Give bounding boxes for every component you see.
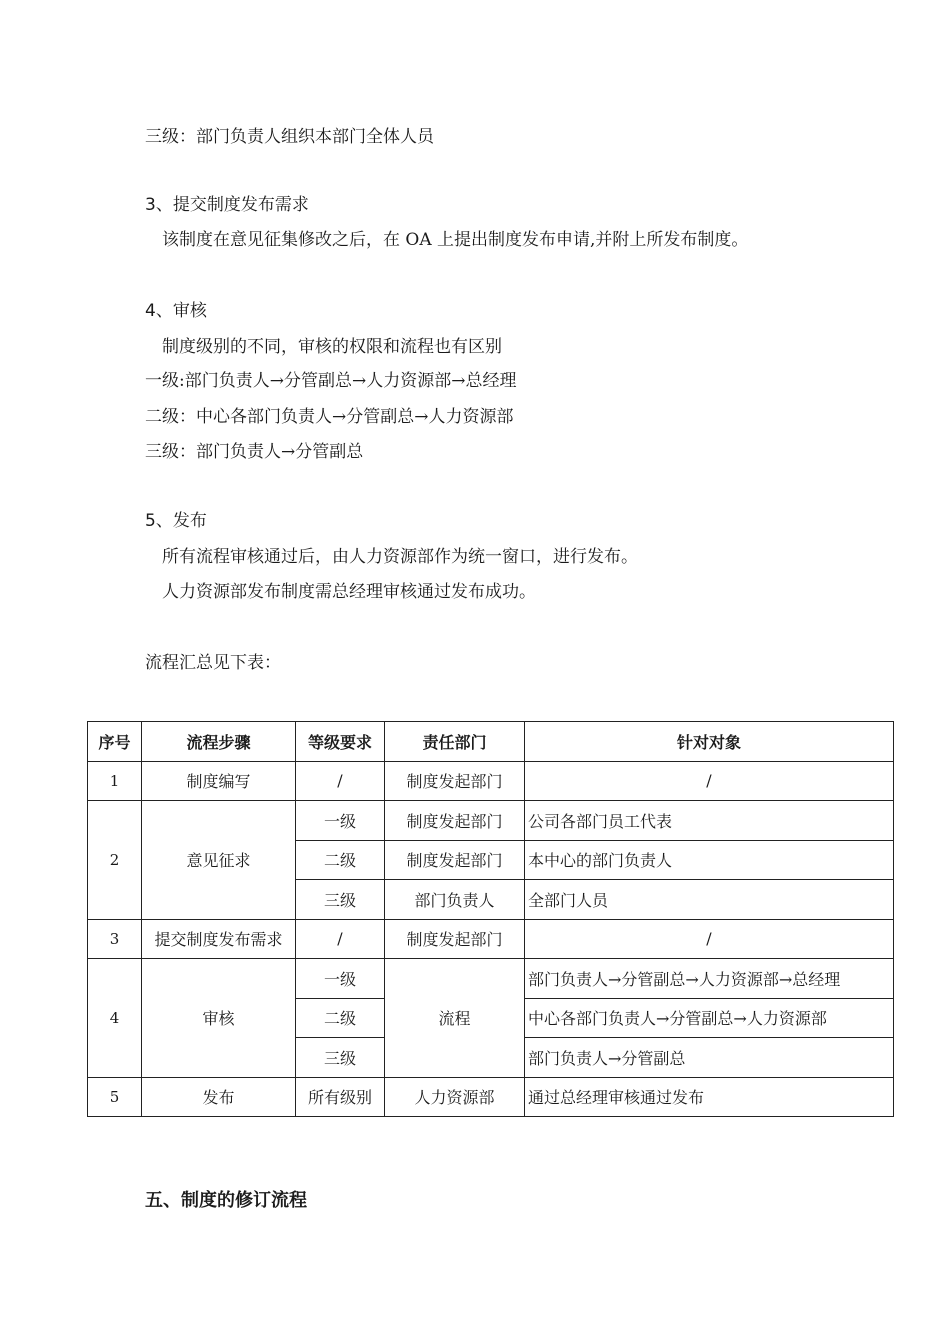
table-header-row	[88, 722, 894, 762]
cell-target: 通过总经理审核通过发布	[525, 1077, 894, 1117]
table-row	[88, 801, 894, 841]
cell-dept: 制度发起部门	[385, 919, 525, 959]
cell-no: 2	[88, 801, 142, 920]
cell-target: 部门负责人→分管副总	[525, 1038, 894, 1078]
table-intro: 流程汇总见下表：	[145, 653, 281, 673]
step4-level1: 一级:部门负责人→分管副总→人力资源部→总经理	[145, 371, 517, 391]
table-row	[88, 919, 894, 959]
cell-dept: 部门负责人	[385, 880, 525, 920]
table-row	[88, 761, 894, 801]
section5-heading: 五、制度的修订流程	[145, 1190, 307, 1211]
step4-body: 制度级别的不同，审核的权限和流程也有区别	[162, 337, 502, 357]
step4-heading: 4、审核	[145, 301, 207, 321]
cell-target: 公司各部门员工代表	[525, 801, 894, 841]
cell-no: 4	[88, 959, 142, 1078]
cell-dept: 制度发起部门	[385, 840, 525, 880]
table-row	[88, 959, 894, 999]
header-target: 针对对象	[525, 722, 894, 762]
cell-dept: 制度发起部门	[385, 761, 525, 801]
cell-level: 二级	[296, 998, 385, 1038]
cell-level: 二级	[296, 840, 385, 880]
step5-heading: 5、发布	[145, 511, 207, 531]
step4-level2: 二级：中心各部门负责人→分管副总→人力资源部	[145, 407, 514, 427]
step3-heading: 3、提交制度发布需求	[145, 195, 309, 215]
cell-no: 3	[88, 919, 142, 959]
cell-target: 部门负责人→分管副总→人力资源部→总经理	[525, 959, 894, 999]
header-dept: 责任部门	[385, 722, 525, 762]
cell-step: 制度编写	[142, 761, 296, 801]
cell-target: 本中心的部门负责人	[525, 840, 894, 880]
cell-step: 审核	[142, 959, 296, 1078]
cell-level: 一级	[296, 801, 385, 841]
step5-body-1: 所有流程审核通过后，由人力资源部作为统一窗口，进行发布。	[162, 547, 638, 567]
cell-target: 全部门人员	[525, 880, 894, 920]
step5-body-2: 人力资源部发布制度需总经理审核通过发布成功。	[162, 582, 536, 602]
header-level: 等级要求	[296, 722, 385, 762]
cell-level: 所有级别	[296, 1077, 385, 1117]
cell-no: 1	[88, 761, 142, 801]
cell-dept: 流程	[385, 959, 525, 1078]
cell-dept: 制度发起部门	[385, 801, 525, 841]
header-no: 序号	[88, 722, 142, 762]
cell-target: 中心各部门负责人→分管副总→人力资源部	[525, 998, 894, 1038]
table-row	[88, 1077, 894, 1117]
cell-no: 5	[88, 1077, 142, 1117]
cell-level: 一级	[296, 959, 385, 999]
cell-level: 三级	[296, 880, 385, 920]
step3-body: 该制度在意见征集修改之后，在 OA 上提出制度发布申请,并附上所发布制度。	[162, 230, 749, 250]
cell-level: 三级	[296, 1038, 385, 1078]
cell-target: /	[525, 761, 894, 801]
cell-step: 发布	[142, 1077, 296, 1117]
cell-dept: 人力资源部	[385, 1077, 525, 1117]
level3-organization-text: 三级：部门负责人组织本部门全体人员	[145, 127, 434, 147]
cell-step: 意见征求	[142, 801, 296, 920]
header-step: 流程步骤	[142, 722, 296, 762]
cell-target: /	[525, 919, 894, 959]
cell-level: /	[296, 919, 385, 959]
cell-step: 提交制度发布需求	[142, 919, 296, 959]
process-summary-table	[87, 721, 894, 1117]
step4-level3: 三级：部门负责人→分管副总	[145, 442, 364, 462]
cell-level: /	[296, 761, 385, 801]
